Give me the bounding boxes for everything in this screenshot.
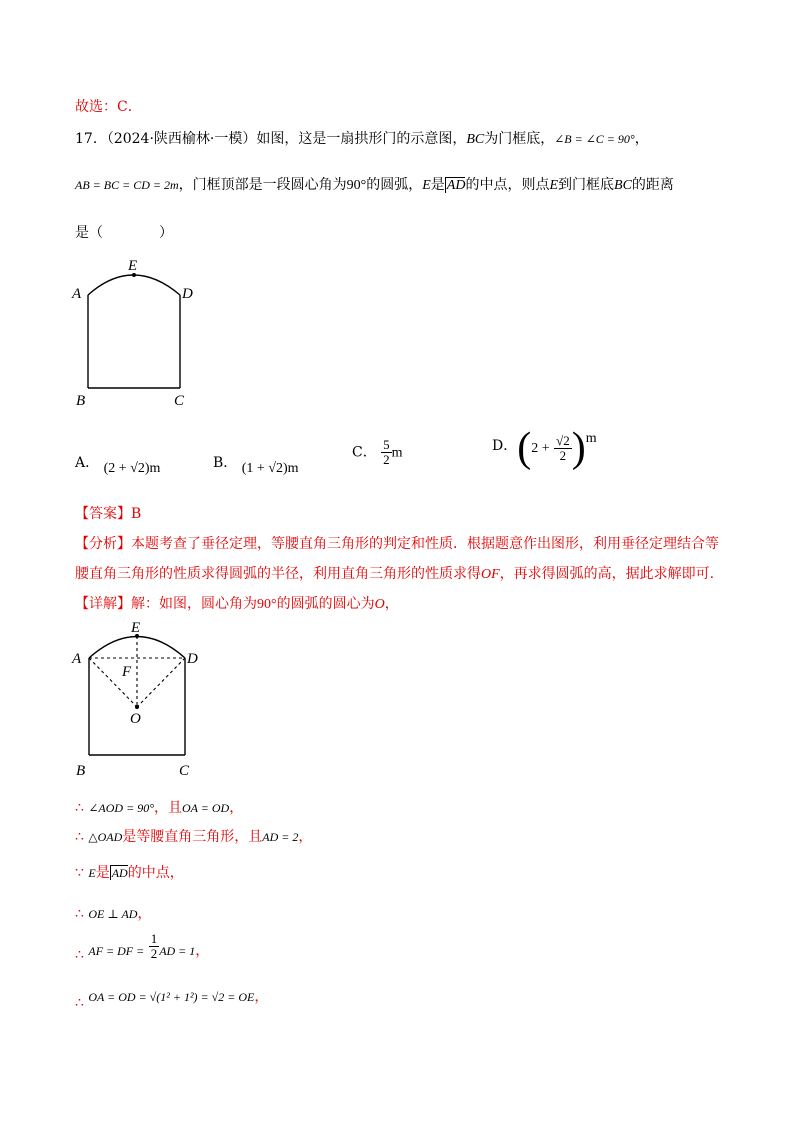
step-2-math-a: △OAD [88, 830, 123, 844]
step-5-symbol: ∴ [75, 946, 84, 963]
door-frame [88, 275, 180, 388]
option-c[interactable] [352, 438, 403, 467]
math-bc: BC [466, 132, 485, 147]
analysis-text-2a: 腰直角三角形的性质求得圆弧的半径，利用直角三角形的性质求得 [75, 566, 481, 582]
question-text: 如图，这是一扇拱形门的示意图， [256, 131, 467, 147]
question-line-2 [75, 174, 674, 194]
label-e: E [128, 258, 138, 274]
math-lengths: AB = BC = CD = 2m [75, 178, 179, 192]
math-e-2: E [549, 178, 559, 193]
option-a-value: (2 + √2)m [103, 461, 161, 476]
analysis-text-2b: ，再求得圆弧的高，据此求解即可. [499, 566, 715, 582]
step-3-end: 的中点， [127, 865, 184, 881]
step-2-mid: 是等腰直角三角形，且 [122, 829, 263, 845]
math-arc-ad: AD [446, 178, 466, 193]
step-1-math-b: OA = OD [182, 801, 230, 815]
step-1-symbol: ∴ [75, 800, 84, 816]
question-text-2d: 到门框底 [558, 177, 615, 193]
step-3-shi: 是 [95, 865, 110, 881]
step-2-end: ， [298, 829, 313, 845]
step-5-fraction [149, 932, 160, 961]
detail-o: O [374, 597, 385, 612]
detail-text-b: 的圆弧的圆心为 [276, 596, 375, 612]
question-text-end: ， [634, 131, 649, 147]
label-b: B [76, 393, 86, 409]
question-line-3: 是（ ） [75, 225, 173, 241]
step-4-math: OE ⊥ AD [88, 907, 138, 921]
detail-line [75, 593, 399, 613]
option-b-label: B． [213, 455, 238, 471]
step-6 [75, 986, 269, 1011]
figure-door [60, 250, 210, 415]
step-5-end: ， [195, 942, 210, 959]
step-4-end: ， [137, 906, 152, 922]
label-o: O [130, 711, 141, 727]
step-1-end: ， [229, 800, 244, 816]
label-d: D [182, 286, 193, 302]
step-5-math-b: AD = 1 [159, 943, 196, 958]
question-text-shi: 是 [430, 177, 445, 193]
point-o [135, 705, 139, 709]
option-d-label: D． [492, 438, 518, 454]
step-5-math-a: AF = DF = [88, 943, 145, 958]
question-text-2c: 的中点，则点 [465, 177, 550, 193]
question-text-2a: ，门框顶部是一段圆心角为 [178, 177, 347, 193]
option-b[interactable] [213, 452, 299, 476]
question-text-2e: 的距离 [631, 177, 674, 193]
option-d-fraction [554, 434, 572, 463]
step-4 [75, 903, 151, 923]
detail-text-a: 解：如图，圆心角为 [131, 596, 257, 612]
option-d-num: √2 [556, 432, 570, 448]
question-number: 17． [75, 131, 107, 147]
step-5 [75, 932, 209, 961]
step-2-math-b: AD = 2 [262, 830, 299, 844]
step-5-num: 1 [150, 931, 158, 946]
step-2-symbol: ∴ [75, 829, 84, 845]
option-c-label: C． [352, 444, 377, 461]
label-e-2: E [131, 620, 141, 636]
answer-label: 【答案】 [75, 506, 131, 522]
math-e: E [422, 178, 431, 193]
previous-answer: 故选：C． [75, 99, 142, 115]
door-arc [88, 275, 180, 295]
option-a-label: A． [75, 455, 100, 471]
label-c-2: C [179, 763, 190, 779]
step-6-math: OA = OD = √(1² + 1²) = √2 = OE [88, 990, 255, 1004]
option-d-pre: 2 + [531, 441, 550, 456]
option-c-fraction [381, 438, 392, 467]
math-90deg: 90° [346, 178, 367, 193]
question-line-1 [75, 128, 649, 148]
figure-door-construction [64, 615, 214, 785]
detail-text-c: ， [384, 596, 399, 612]
line-do [137, 658, 185, 707]
step-3-e: E [88, 866, 96, 880]
step-5-den: 2 [150, 946, 158, 961]
analysis-line-2 [75, 563, 714, 583]
option-d-unit: m [585, 431, 597, 446]
option-c-unit: m [391, 445, 403, 461]
answer-value: B [131, 506, 142, 522]
option-c-num: 5 [383, 437, 390, 452]
label-d-2: D [187, 651, 198, 667]
analysis-line-1 [75, 533, 719, 553]
step-4-symbol: ∴ [75, 906, 84, 922]
math-angles: ∠B = ∠C = 90° [554, 132, 635, 146]
question-text-2b: 的圆弧， [366, 177, 423, 193]
math-bc-2: BC [614, 178, 632, 193]
step-3-symbol: ∵ [75, 865, 84, 881]
analysis-label: 【分析】 [75, 536, 131, 552]
option-d-rparen: ) [571, 425, 586, 471]
detail-90deg: 90° [257, 597, 277, 612]
step-3 [75, 862, 184, 882]
label-b-2: B [76, 763, 86, 779]
step-1-math-a: ∠AOD = 90° [88, 801, 154, 815]
step-1 [75, 797, 243, 817]
label-a-2: A [72, 651, 82, 667]
label-a: A [72, 286, 82, 302]
step-3-arc-ad: AD [111, 866, 128, 880]
option-d[interactable] [492, 425, 597, 471]
step-1-mid: ，且 [154, 800, 182, 816]
step-6-symbol: ∴ [75, 995, 84, 1011]
step-2 [75, 826, 312, 846]
option-d-lparen: ( [517, 425, 532, 471]
option-b-value: (1 + √2)m [241, 461, 299, 476]
answer-line [75, 503, 141, 523]
option-c-den: 2 [383, 452, 390, 467]
question-source: （2024·陕西榆林·一模） [106, 131, 257, 147]
math-of: OF [481, 567, 500, 582]
step-6-end: ， [254, 989, 269, 1005]
analysis-text-1: 本题考查了垂径定理，等腰直角三角形的判定和性质．根据题意作出图形，利用垂径定理结合等 [131, 536, 719, 552]
option-d-den: 2 [559, 447, 567, 463]
label-f: F [122, 664, 132, 680]
question-text-mid: 为门框底， [484, 131, 555, 147]
detail-label: 【详解】 [75, 596, 131, 612]
option-a[interactable] [75, 452, 161, 476]
label-c: C [174, 393, 185, 409]
